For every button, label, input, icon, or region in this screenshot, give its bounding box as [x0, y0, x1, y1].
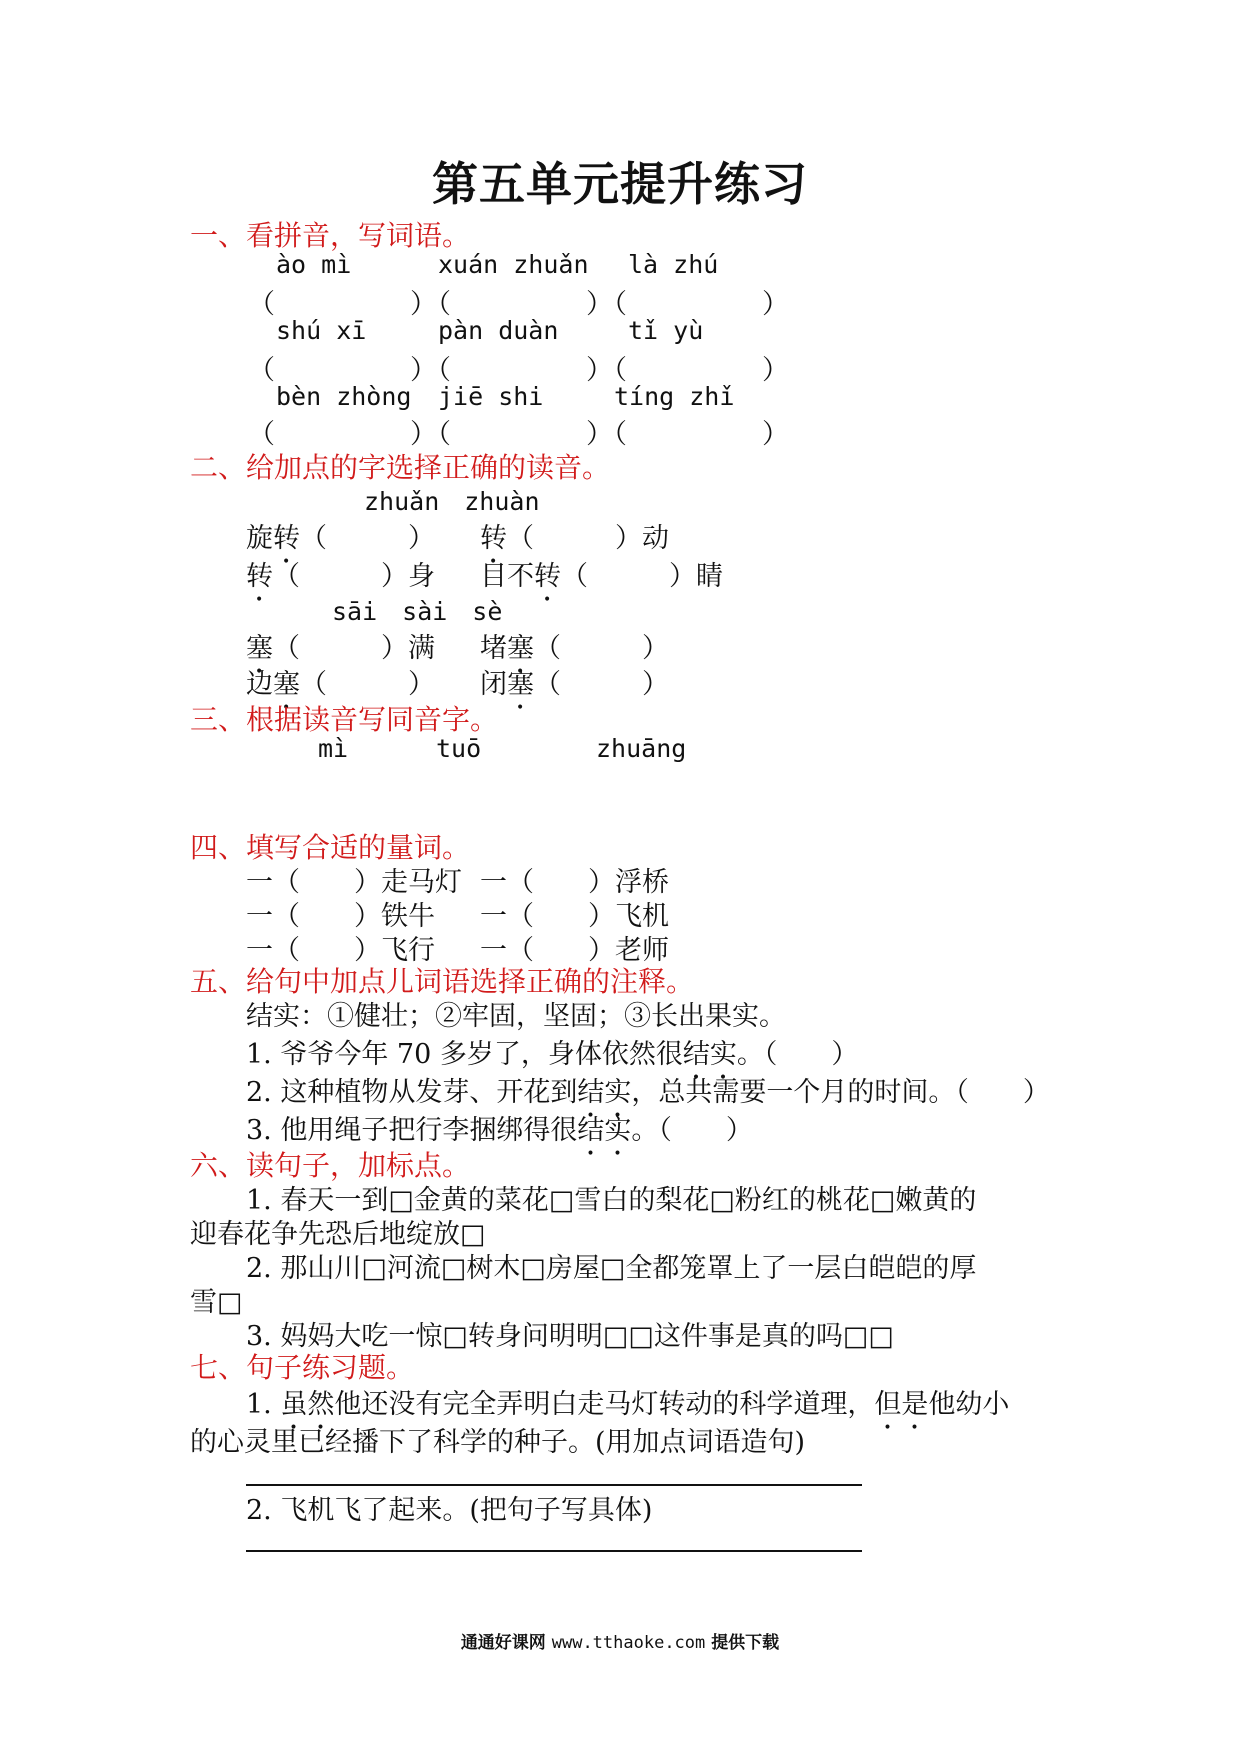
measure-word-item[interactable]: 一（ ）飞行 — [246, 935, 435, 966]
pinyin: tuō — [436, 734, 482, 763]
section-2-heading: 二、给加点的字选择正确的读音。 — [190, 451, 611, 484]
measure-word-item[interactable]: 一（ ）浮桥 — [480, 867, 669, 898]
reading-item: 边塞（ ） — [246, 669, 435, 700]
pinyin: shú xī — [276, 316, 367, 345]
dotted-char: 转 — [273, 523, 300, 554]
answer-line[interactable] — [246, 1484, 862, 1486]
reading-item: 转（ ）动 — [480, 523, 669, 554]
reading-item: 转（ ）身 — [246, 561, 435, 592]
footer — [0, 1628, 1240, 1653]
punctuation-line: 迎春花争先恐后地绽放□ — [190, 1219, 486, 1250]
section-5-heading: 五、给句中加点儿词语选择正确的注释。 — [190, 965, 695, 998]
pinyin: ào mì — [276, 250, 352, 279]
question-3: 3. 他用绳子把行李捆绑得很结实。（ ） — [246, 1115, 753, 1146]
measure-word-item[interactable]: 一（ ）走马灯 — [246, 867, 462, 898]
section-7-heading: 七、句子练习题。 — [190, 1351, 415, 1384]
definition-line: 结实：①健壮；②牢固，坚固；③长出果实。 — [246, 1001, 786, 1032]
pinyin: là zhú — [628, 250, 719, 279]
answer-blank[interactable]: （ ） — [248, 355, 437, 386]
punctuation-line: 1. 春天一到□金黄的菜花□雪白的梨花□粉红的桃花□嫩黄的 — [246, 1185, 977, 1216]
answer-blank[interactable]: （ ） — [600, 289, 789, 320]
dotted-char: 塞 — [246, 633, 273, 664]
answer-blank[interactable]: （ ） — [600, 419, 789, 450]
measure-word-item[interactable]: 一（ ）老师 — [480, 935, 669, 966]
section-4-heading: 四、填写合适的量词。 — [190, 831, 471, 864]
section-3-heading: 三、根据读音写同音字。 — [190, 703, 499, 736]
dotted-word: 结实 — [682, 1039, 737, 1070]
section-1-heading: 一、看拼音，写词语。 — [190, 219, 471, 252]
sentence-task-2: 2. 飞机飞了起来。(把句子写具体) — [246, 1495, 653, 1526]
footer-url[interactable]: www.tthaoke.com — [551, 1633, 706, 1653]
pinyin-options: zhuǎn zhuàn — [364, 487, 540, 516]
footer-suffix: 提供下载 — [711, 1633, 780, 1653]
punctuation-line: 3. 妈妈大吃一惊□转身问明明□□这件事是真的吗□□ — [246, 1321, 894, 1352]
dotted-word: 虽然 — [280, 1389, 335, 1420]
answer-blank[interactable]: （ ） — [248, 419, 437, 450]
pinyin: xuán zhuǎn — [438, 250, 589, 279]
reading-item: 塞（ ）满 — [246, 633, 435, 664]
dotted-char: 转 — [534, 561, 561, 592]
reading-item: 闭塞（ ） — [480, 669, 669, 700]
sentence-task-1: 1. 虽然他还没有完全弄明白走马灯转动的科学道理，但是他幼小 — [246, 1389, 1010, 1420]
footer-brand: 通通好课网 — [460, 1633, 546, 1653]
pinyin: tíng zhǐ — [614, 382, 735, 411]
dotted-word: 结实 — [577, 1115, 632, 1146]
punctuation-line: 雪□ — [190, 1287, 243, 1318]
reading-item: 堵塞（ ） — [480, 633, 669, 664]
dotted-word: 结实 — [577, 1077, 632, 1108]
pinyin-options: sāi sài sè — [332, 597, 503, 626]
pinyin: mì — [318, 734, 349, 763]
answer-blank[interactable]: （ ） — [600, 355, 789, 386]
pinyin: bèn zhòng — [276, 382, 412, 411]
sentence-task-1-cont: 的心灵里已经播下了科学的种子。(用加点词语造句) — [190, 1427, 806, 1458]
dotted-char: 塞 — [273, 669, 300, 700]
question-1: 1. 爷爷今年 70 多岁了，身体依然很结实。（ ） — [246, 1039, 859, 1070]
measure-word-item[interactable]: 一（ ）飞机 — [480, 901, 669, 932]
answer-line[interactable] — [246, 1550, 862, 1552]
answer-blank[interactable]: （ ） — [424, 419, 613, 450]
reading-item: 目不转（ ）睛 — [480, 561, 723, 592]
measure-word-item[interactable]: 一（ ）铁牛 — [246, 901, 435, 932]
answer-blank[interactable]: （ ） — [424, 289, 613, 320]
dotted-char: 塞 — [507, 669, 534, 700]
pinyin: tǐ yù — [628, 316, 704, 345]
dotted-char: 转 — [480, 523, 507, 554]
section-6-heading: 六、读句子，加标点。 — [190, 1149, 471, 1182]
answer-blank[interactable]: （ ） — [424, 355, 613, 386]
pinyin: zhuāng — [596, 734, 687, 763]
dotted-char: 塞 — [507, 633, 534, 664]
question-2: 2. 这种植物从发芽、开花到结实，总共需要一个月的时间。（ ） — [246, 1077, 1050, 1108]
answer-blank[interactable]: （ ） — [248, 289, 437, 320]
punctuation-line: 2. 那山川□河流□树木□房屋□全都笼罩上了一层白皑皑的厚 — [246, 1253, 977, 1284]
pinyin: jiē shi — [438, 382, 544, 411]
dotted-char: 转 — [246, 561, 273, 592]
page-title: 第五单元提升练习 — [432, 157, 808, 211]
pinyin: pàn duàn — [438, 316, 559, 345]
reading-item: 旋转（ ） — [246, 523, 435, 554]
dotted-word: 但是 — [874, 1389, 929, 1420]
